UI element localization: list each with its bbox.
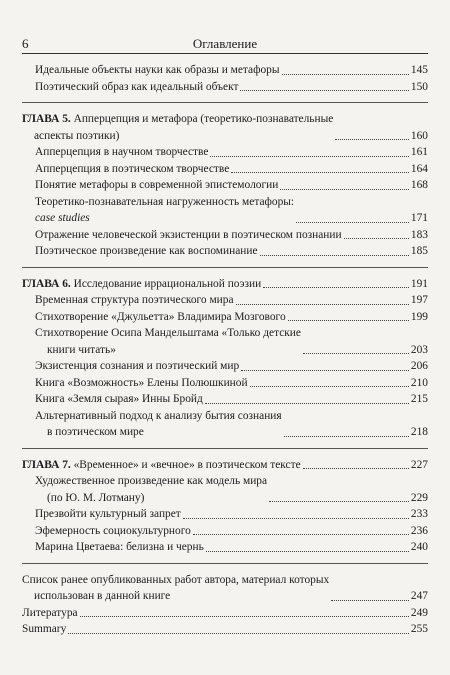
toc-entry[interactable]: Альтернативный подход к анализу бытия сознания в поэтическом мире 218 [35,409,428,438]
leader-dots [303,353,409,354]
chapter-label: ГЛАВА 6. [22,277,71,290]
leader-dots [284,436,409,437]
leader-dots [183,518,409,519]
leader-dots [280,189,409,190]
toc-entry[interactable]: Стихотворение «Джульетта» Владимира Мозгового 199 [35,310,428,323]
leader-dots [296,222,409,223]
leader-dots [303,468,409,469]
toc-entry[interactable]: Литература 249 [22,606,428,619]
leader-dots [260,255,409,256]
leader-dots [205,403,409,404]
toc-entry[interactable]: Эфемерность социокультурного 236 [35,524,428,537]
back-matter-section [22,563,428,638]
toc-entry[interactable]: Теоретико-познавательная нагруженность метафоры: case studies 171 [35,195,428,224]
page-number: 6 [22,36,29,51]
toc-entry[interactable]: Книга «Земля сырая» Инны Бройд 215 [35,393,428,405]
toc-entry[interactable]: Презвойти культурный запрет 233 [35,508,428,520]
leader-dots [263,287,409,288]
chapter-7-section [22,448,428,556]
toc-entry[interactable]: Книга «Возможность» Елены Полюшкиной 210 [35,376,428,389]
toc-entry[interactable]: Апперцепция в научном творчестве 161 [35,146,428,158]
leader-dots [344,238,409,239]
leader-dots [241,370,409,371]
leader-dots [206,551,409,552]
chapter-5-section [22,102,428,260]
toc-entry[interactable]: Поэтический образ как идеальный объект 150 [35,80,428,93]
toc-entry[interactable]: Отражение человеческой экзистенции в поэтическом познании 183 [35,228,428,241]
table-of-contents [22,62,428,638]
toc-entry[interactable]: Марина Цветаева: белизна и чернь 240 [35,541,428,553]
leader-dots [331,600,409,601]
chapter-6-section [22,267,428,441]
chapter-label: ГЛАВА 5. [22,113,71,125]
header-rule [22,53,428,54]
chapter-5-heading[interactable]: ГЛАВА 5. Апперцепция и метафора (теоретико-познавательные аспекты поэтики) 160 [22,113,428,142]
leader-dots [193,534,409,535]
toc-entry[interactable]: Временная структура поэтического мира 197 [35,294,428,306]
leader-dots [288,320,409,321]
toc-entry[interactable]: Экзистенция сознания и поэтический мир 206 [35,360,428,372]
toc-entry[interactable]: Список ранее опубликованных работ автора, материал которых использован в данной книге 247 [22,573,428,602]
leader-dots [335,139,409,140]
toc-entry[interactable]: Поэтическое произведение как воспоминание 185 [35,245,428,257]
toc-entry[interactable]: Summary 255 [22,623,428,635]
page-header [22,34,428,54]
chapter-6-heading[interactable]: ГЛАВА 6. Исследование иррациональной поэзии 191 [22,277,428,290]
toc-entry[interactable]: Понятие метафоры в современной эпистемологии 168 [35,179,428,191]
leader-dots [210,156,409,157]
toc-entry[interactable]: Идеальные объекты науки как образы и метафоры 145 [35,64,428,76]
chapter-label: ГЛАВА 7. [22,458,71,471]
toc-entry[interactable]: Апперцепция в поэтическом творчестве 164 [35,162,428,175]
toc-entry[interactable]: Художественное произведение как модель мира (по Ю. М. Лотману) 229 [35,475,428,504]
leader-dots [236,304,409,305]
leader-dots [231,172,409,173]
leader-dots [68,633,409,634]
chapter-7-heading[interactable]: ГЛАВА 7. «Временное» и «вечное» в поэтическом тексте 227 [22,458,428,471]
leader-dots [282,74,409,75]
toc-entry[interactable]: Стихотворение Осипа Мандельштама «Только детские книги читать» 203 [35,327,428,356]
leader-dots [240,90,408,91]
leader-dots [250,386,409,387]
page-title: Оглавление [192,36,258,51]
leader-dots [80,616,409,617]
leader-dots [269,501,409,502]
